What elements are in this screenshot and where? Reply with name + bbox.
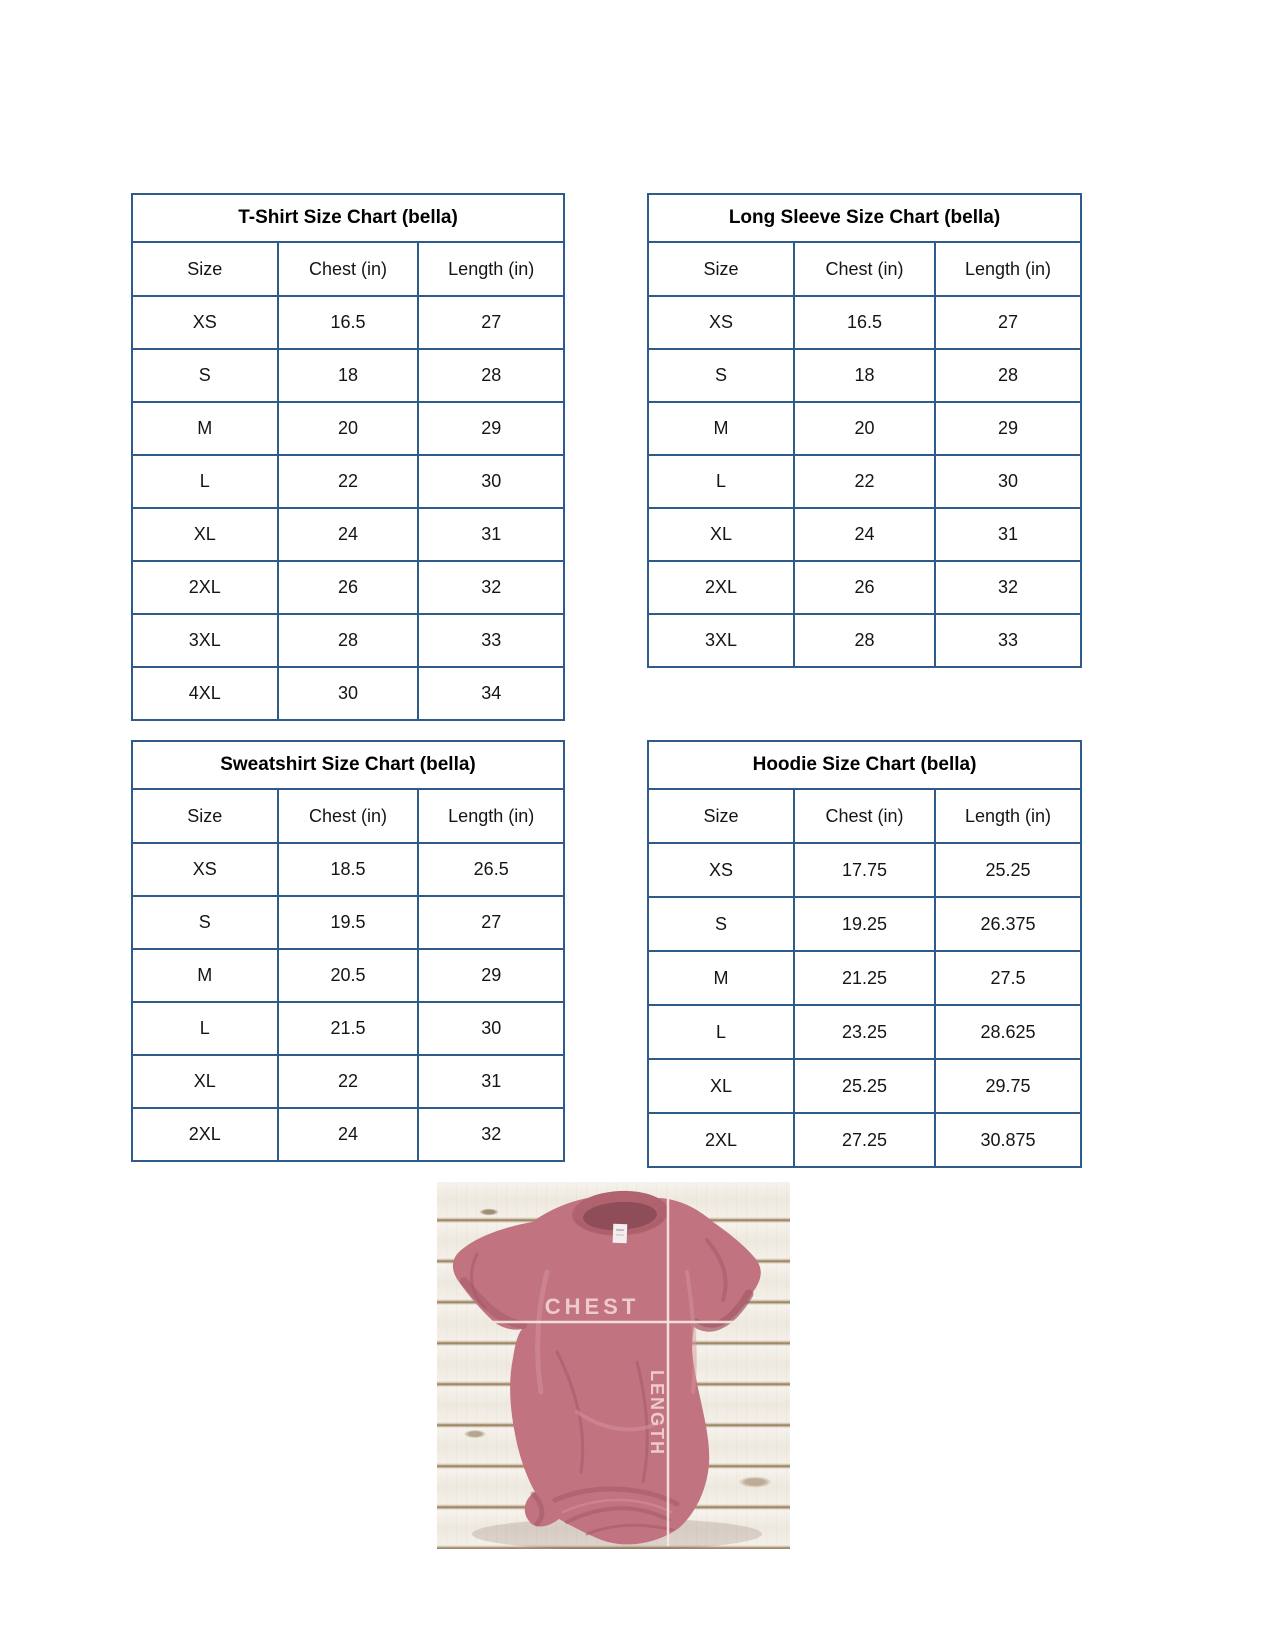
table-cell: 22: [278, 1055, 419, 1108]
table-cell: 19.25: [794, 897, 935, 951]
table-cell: 31: [418, 1055, 564, 1108]
column-header: Chest (in): [794, 789, 935, 843]
table-cell: 30: [418, 455, 564, 508]
table-cell: 19.5: [278, 896, 419, 949]
table-cell: 2XL: [132, 561, 278, 614]
table-row: [648, 508, 1081, 561]
table-cell: 26.5: [418, 843, 564, 896]
table-cell: 23.25: [794, 1005, 935, 1059]
table-cell: 32: [935, 561, 1081, 614]
table-cell: 27: [418, 896, 564, 949]
size-table-tshirt: [131, 193, 565, 721]
table-title: Long Sleeve Size Chart (bella): [648, 194, 1081, 242]
table-row: [648, 455, 1081, 508]
table-row: [132, 508, 564, 561]
table-cell: 30: [418, 1002, 564, 1055]
table-cell: 29.75: [935, 1059, 1081, 1113]
table-title: T-Shirt Size Chart (bella): [132, 194, 564, 242]
table-cell: S: [648, 897, 794, 951]
column-header: Chest (in): [278, 789, 419, 843]
table-row: [648, 1059, 1081, 1113]
length-label: LENGTH: [647, 1370, 667, 1456]
table-cell: 27: [418, 296, 564, 349]
table-row: [132, 455, 564, 508]
table-cell: XS: [132, 296, 278, 349]
table-cell: 33: [935, 614, 1081, 667]
column-header: Length (in): [418, 789, 564, 843]
table-cell: 28: [278, 614, 419, 667]
table-cell: S: [648, 349, 794, 402]
table-cell: 25.25: [794, 1059, 935, 1113]
table-cell: 3XL: [132, 614, 278, 667]
table-cell: 4XL: [132, 667, 278, 720]
table-cell: 25.25: [935, 843, 1081, 897]
table-cell: 29: [935, 402, 1081, 455]
table-cell: L: [648, 1005, 794, 1059]
column-header: Length (in): [935, 242, 1081, 296]
table-header-row: [648, 789, 1081, 843]
table-cell: 2XL: [648, 1113, 794, 1167]
table-cell: 20: [794, 402, 935, 455]
column-header: Size: [648, 242, 794, 296]
table-header-row: [648, 242, 1081, 296]
table-cell: 17.75: [794, 843, 935, 897]
column-header: Chest (in): [794, 242, 935, 296]
table-title-row: [648, 741, 1081, 789]
table-title-row: [132, 194, 564, 242]
table-row: [648, 561, 1081, 614]
table-cell: 21.25: [794, 951, 935, 1005]
table-row: [132, 296, 564, 349]
table-cell: 20.5: [278, 949, 419, 1002]
column-header: Chest (in): [278, 242, 419, 296]
size-table-sweatshirt: [131, 740, 565, 1162]
table-title-row: [132, 741, 564, 789]
table-row: [132, 896, 564, 949]
table-cell: 22: [278, 455, 419, 508]
column-header: Size: [648, 789, 794, 843]
table-cell: 32: [418, 1108, 564, 1161]
table-cell: M: [132, 949, 278, 1002]
table-cell: 30: [278, 667, 419, 720]
table-row: [132, 402, 564, 455]
table-cell: 28.625: [935, 1005, 1081, 1059]
product-photo: [437, 1182, 790, 1549]
table-cell: 27.25: [794, 1113, 935, 1167]
table-cell: 16.5: [278, 296, 419, 349]
table-cell: 16.5: [794, 296, 935, 349]
table-row: [648, 843, 1081, 897]
table-cell: 30: [935, 455, 1081, 508]
table-cell: L: [132, 1002, 278, 1055]
brand-tag: [613, 1224, 628, 1243]
size-table-long-sleeve: [647, 193, 1082, 668]
table-cell: S: [132, 896, 278, 949]
table-cell: 24: [278, 1108, 419, 1161]
table-row: [132, 1108, 564, 1161]
table-cell: 29: [418, 402, 564, 455]
table-cell: 26.375: [935, 897, 1081, 951]
table-cell: XS: [648, 296, 794, 349]
table-cell: M: [648, 951, 794, 1005]
table-row: [132, 843, 564, 896]
table-cell: S: [132, 349, 278, 402]
table-cell: 18: [278, 349, 419, 402]
table-cell: 26: [278, 561, 419, 614]
table-cell: 22: [794, 455, 935, 508]
table-cell: 24: [278, 508, 419, 561]
table-cell: 34: [418, 667, 564, 720]
column-header: Length (in): [935, 789, 1081, 843]
table-cell: 2XL: [648, 561, 794, 614]
table-row: [132, 1002, 564, 1055]
table-cell: 20: [278, 402, 419, 455]
table-cell: 26: [794, 561, 935, 614]
table-cell: 33: [418, 614, 564, 667]
table-row: [132, 1055, 564, 1108]
table-row: [648, 614, 1081, 667]
table-row: [132, 349, 564, 402]
table-header-row: [132, 789, 564, 843]
table-row: [132, 614, 564, 667]
table-row: [648, 951, 1081, 1005]
table-row: [648, 349, 1081, 402]
table-cell: 27: [935, 296, 1081, 349]
table-cell: 24: [794, 508, 935, 561]
table-row: [132, 949, 564, 1002]
table-cell: 28: [935, 349, 1081, 402]
table-title: Hoodie Size Chart (bella): [648, 741, 1081, 789]
table-cell: 30.875: [935, 1113, 1081, 1167]
table-row: [648, 296, 1081, 349]
table-cell: 2XL: [132, 1108, 278, 1161]
table-cell: 3XL: [648, 614, 794, 667]
table-header-row: [132, 242, 564, 296]
table-title: Sweatshirt Size Chart (bella): [132, 741, 564, 789]
table-cell: XS: [132, 843, 278, 896]
table-cell: 18.5: [278, 843, 419, 896]
column-header: Size: [132, 242, 278, 296]
table-cell: XL: [132, 508, 278, 561]
size-table-hoodie: [647, 740, 1082, 1168]
column-header: Size: [132, 789, 278, 843]
table-row: [132, 561, 564, 614]
table-cell: XL: [648, 508, 794, 561]
table-cell: 31: [418, 508, 564, 561]
table-title-row: [648, 194, 1081, 242]
table-cell: M: [648, 402, 794, 455]
column-header: Length (in): [418, 242, 564, 296]
table-row: [648, 1113, 1081, 1167]
table-cell: XS: [648, 843, 794, 897]
table-row: [648, 897, 1081, 951]
table-row: [648, 402, 1081, 455]
chest-label: CHEST: [544, 1294, 640, 1319]
table-cell: M: [132, 402, 278, 455]
table-cell: 32: [418, 561, 564, 614]
table-cell: L: [648, 455, 794, 508]
table-cell: 31: [935, 508, 1081, 561]
table-row: [132, 667, 564, 720]
table-cell: 28: [418, 349, 564, 402]
table-cell: 29: [418, 949, 564, 1002]
table-cell: 18: [794, 349, 935, 402]
table-cell: XL: [132, 1055, 278, 1108]
table-cell: 28: [794, 614, 935, 667]
table-row: [648, 1005, 1081, 1059]
table-cell: 27.5: [935, 951, 1081, 1005]
table-cell: L: [132, 455, 278, 508]
table-cell: XL: [648, 1059, 794, 1113]
tshirt-graphic: [437, 1182, 790, 1549]
table-cell: 21.5: [278, 1002, 419, 1055]
